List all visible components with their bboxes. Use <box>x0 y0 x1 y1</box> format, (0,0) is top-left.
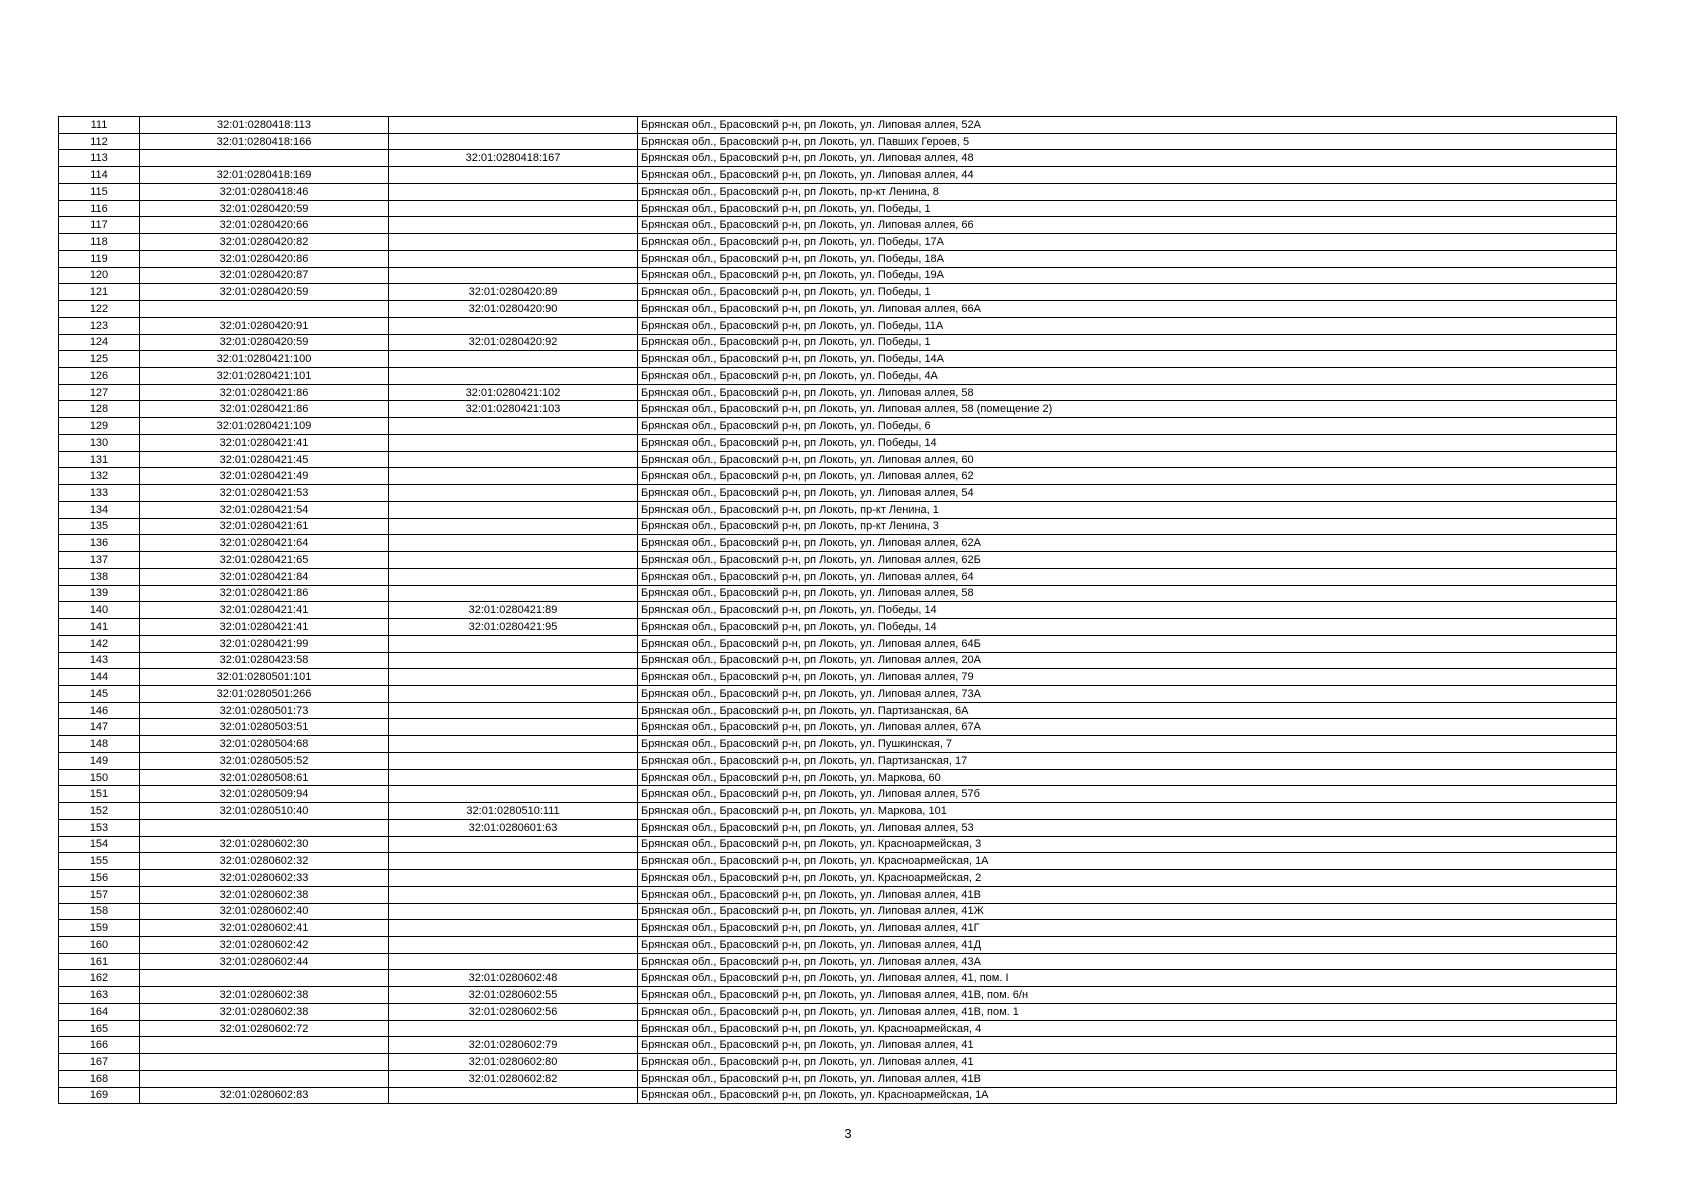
cadastral-number-secondary-cell <box>389 518 638 535</box>
cadastral-number-cell <box>140 150 389 167</box>
cadastral-number-secondary-cell <box>389 886 638 903</box>
cadastral-number-secondary-cell: 32:01:0280418:167 <box>389 150 638 167</box>
table-row <box>59 602 1617 619</box>
cadastral-number-cell: 32:01:0280420:59 <box>140 200 389 217</box>
cadastral-number-cell: 32:01:0280504:68 <box>140 736 389 753</box>
cadastral-number-cell: 32:01:0280602:41 <box>140 920 389 937</box>
row-number-cell: 119 <box>59 250 140 267</box>
row-number-cell: 168 <box>59 1070 140 1087</box>
cadastral-number-cell: 32:01:0280421:41 <box>140 619 389 636</box>
address-cell: Брянская обл., Брасовский р-н, рп Локоть, ул. Победы, 4А <box>638 368 1617 385</box>
row-number-cell: 142 <box>59 635 140 652</box>
row-number-cell: 123 <box>59 317 140 334</box>
address-cell: Брянская обл., Брасовский р-н, рп Локоть, ул. Липовая аллея, 79 <box>638 669 1617 686</box>
row-number-cell: 125 <box>59 351 140 368</box>
table-row <box>59 451 1617 468</box>
row-number-cell: 153 <box>59 819 140 836</box>
table-row <box>59 150 1617 167</box>
cadastral-number-secondary-cell <box>389 920 638 937</box>
row-number-cell: 156 <box>59 870 140 887</box>
table-row <box>59 117 1617 134</box>
cadastral-number-cell <box>140 970 389 987</box>
cadastral-number-secondary-cell <box>389 669 638 686</box>
table-row <box>59 1070 1617 1087</box>
cadastral-number-cell: 32:01:0280421:86 <box>140 401 389 418</box>
row-number-cell: 116 <box>59 200 140 217</box>
cadastral-number-secondary-cell <box>389 870 638 887</box>
cadastral-number-secondary-cell: 32:01:0280421:95 <box>389 619 638 636</box>
address-cell: Брянская обл., Брасовский р-н, рп Локоть, ул. Липовая аллея, 44 <box>638 167 1617 184</box>
table-row <box>59 903 1617 920</box>
table-row <box>59 1087 1617 1104</box>
cadastral-number-cell <box>140 301 389 318</box>
address-cell: Брянская обл., Брасовский р-н, рп Локоть, ул. Липовая аллея, 58 <box>638 384 1617 401</box>
table-row <box>59 434 1617 451</box>
address-cell: Брянская обл., Брасовский р-н, рп Локоть, ул. Липовая аллея, 60 <box>638 451 1617 468</box>
address-cell: Брянская обл., Брасовский р-н, рп Локоть, ул. Победы, 18А <box>638 250 1617 267</box>
cadastral-number-secondary-cell <box>389 368 638 385</box>
table-row <box>59 368 1617 385</box>
table-row <box>59 1054 1617 1071</box>
cadastral-number-secondary-cell: 32:01:0280602:79 <box>389 1037 638 1054</box>
row-number-cell: 164 <box>59 1003 140 1020</box>
cadastral-number-cell: 32:01:0280420:66 <box>140 217 389 234</box>
row-number-cell: 145 <box>59 685 140 702</box>
address-cell: Брянская обл., Брасовский р-н, рп Локоть, ул. Липовая аллея, 62 <box>638 468 1617 485</box>
table-row <box>59 870 1617 887</box>
row-number-cell: 112 <box>59 133 140 150</box>
table-row <box>59 1020 1617 1037</box>
row-number-cell: 144 <box>59 669 140 686</box>
cadastral-number-secondary-cell <box>389 719 638 736</box>
table-row <box>59 635 1617 652</box>
address-cell: Брянская обл., Брасовский р-н, рп Локоть, ул. Победы, 17А <box>638 234 1617 251</box>
address-cell: Брянская обл., Брасовский р-н, рп Локоть, ул. Партизанская, 6А <box>638 702 1617 719</box>
cadastral-number-cell: 32:01:0280418:46 <box>140 183 389 200</box>
row-number-cell: 133 <box>59 485 140 502</box>
address-cell: Брянская обл., Брасовский р-н, рп Локоть, ул. Красноармейская, 1А <box>638 1087 1617 1104</box>
table-row <box>59 334 1617 351</box>
address-cell: Брянская обл., Брасовский р-н, рп Локоть, ул. Липовая аллея, 62А <box>638 535 1617 552</box>
cadastral-number-secondary-cell <box>389 552 638 569</box>
cadastral-number-secondary-cell <box>389 652 638 669</box>
row-number-cell: 129 <box>59 418 140 435</box>
page-number: 3 <box>844 1126 852 1141</box>
table-row <box>59 1037 1617 1054</box>
address-cell: Брянская обл., Брасовский р-н, рп Локоть, ул. Липовая аллея, 54 <box>638 485 1617 502</box>
address-cell: Брянская обл., Брасовский р-н, рп Локоть, ул. Победы, 14А <box>638 351 1617 368</box>
cadastral-number-cell <box>140 1054 389 1071</box>
table-row <box>59 669 1617 686</box>
address-cell: Брянская обл., Брасовский р-н, рп Локоть, ул. Победы, 14 <box>638 619 1617 636</box>
row-number-cell: 155 <box>59 853 140 870</box>
cadastral-number-cell: 32:01:0280501:266 <box>140 685 389 702</box>
cadastral-number-secondary-cell <box>389 1020 638 1037</box>
cadastral-number-cell: 32:01:0280510:40 <box>140 803 389 820</box>
registry-table <box>58 116 1617 1104</box>
cadastral-number-secondary-cell <box>389 317 638 334</box>
row-number-cell: 132 <box>59 468 140 485</box>
cadastral-number-secondary-cell <box>389 702 638 719</box>
row-number-cell: 140 <box>59 602 140 619</box>
cadastral-number-secondary-cell <box>389 685 638 702</box>
row-number-cell: 166 <box>59 1037 140 1054</box>
address-cell: Брянская обл., Брасовский р-н, рп Локоть, ул. Липовая аллея, 41 <box>638 1054 1617 1071</box>
cadastral-number-cell: 32:01:0280602:38 <box>140 987 389 1004</box>
row-number-cell: 121 <box>59 284 140 301</box>
row-number-cell: 149 <box>59 752 140 769</box>
table-row <box>59 518 1617 535</box>
row-number-cell: 134 <box>59 501 140 518</box>
cadastral-number-secondary-cell <box>389 936 638 953</box>
cadastral-number-secondary-cell: 32:01:0280602:56 <box>389 1003 638 1020</box>
cadastral-number-cell: 32:01:0280418:169 <box>140 167 389 184</box>
address-cell: Брянская обл., Брасовский р-н, рп Локоть, ул. Липовая аллея, 41Ж <box>638 903 1617 920</box>
row-number-cell: 115 <box>59 183 140 200</box>
row-number-cell: 139 <box>59 585 140 602</box>
table-row <box>59 853 1617 870</box>
row-number-cell: 131 <box>59 451 140 468</box>
address-cell: Брянская обл., Брасовский р-н, рп Локоть, ул. Липовая аллея, 41Г <box>638 920 1617 937</box>
row-number-cell: 169 <box>59 1087 140 1104</box>
cadastral-number-secondary-cell <box>389 485 638 502</box>
cadastral-number-cell: 32:01:0280501:73 <box>140 702 389 719</box>
address-cell: Брянская обл., Брасовский р-н, рп Локоть, пр-кт Ленина, 8 <box>638 183 1617 200</box>
cadastral-number-cell: 32:01:0280420:87 <box>140 267 389 284</box>
address-cell: Брянская обл., Брасовский р-н, рп Локоть, ул. Красноармейская, 1А <box>638 853 1617 870</box>
cadastral-number-secondary-cell <box>389 953 638 970</box>
row-number-cell: 152 <box>59 803 140 820</box>
cadastral-number-secondary-cell <box>389 535 638 552</box>
row-number-cell: 122 <box>59 301 140 318</box>
row-number-cell: 117 <box>59 217 140 234</box>
table-row <box>59 819 1617 836</box>
address-cell: Брянская обл., Брасовский р-н, рп Локоть, ул. Липовая аллея, 64 <box>638 568 1617 585</box>
table-row <box>59 317 1617 334</box>
address-cell: Брянская обл., Брасовский р-н, рп Локоть, ул. Красноармейская, 4 <box>638 1020 1617 1037</box>
cadastral-number-cell: 32:01:0280602:83 <box>140 1087 389 1104</box>
cadastral-number-secondary-cell: 32:01:0280420:90 <box>389 301 638 318</box>
cadastral-number-cell: 32:01:0280421:86 <box>140 585 389 602</box>
table-row <box>59 401 1617 418</box>
cadastral-number-cell: 32:01:0280505:52 <box>140 752 389 769</box>
address-cell: Брянская обл., Брасовский р-н, рп Локоть, ул. Липовая аллея, 57б <box>638 786 1617 803</box>
cadastral-number-secondary-cell: 32:01:0280420:89 <box>389 284 638 301</box>
address-cell: Брянская обл., Брасовский р-н, рп Локоть, ул. Липовая аллея, 73А <box>638 685 1617 702</box>
cadastral-number-cell: 32:01:0280602:38 <box>140 1003 389 1020</box>
address-cell: Брянская обл., Брасовский р-н, рп Локоть, ул. Победы, 14 <box>638 602 1617 619</box>
cadastral-number-secondary-cell <box>389 836 638 853</box>
cadastral-number-cell: 32:01:0280501:101 <box>140 669 389 686</box>
row-number-cell: 130 <box>59 434 140 451</box>
address-cell: Брянская обл., Брасовский р-н, рп Локоть, ул. Липовая аллея, 53 <box>638 819 1617 836</box>
table-row <box>59 769 1617 786</box>
row-number-cell: 163 <box>59 987 140 1004</box>
row-number-cell: 118 <box>59 234 140 251</box>
cadastral-number-cell: 32:01:0280602:33 <box>140 870 389 887</box>
cadastral-number-secondary-cell <box>389 1087 638 1104</box>
row-number-cell: 128 <box>59 401 140 418</box>
cadastral-number-secondary-cell <box>389 117 638 134</box>
cadastral-number-secondary-cell <box>389 903 638 920</box>
row-number-cell: 162 <box>59 970 140 987</box>
table-row <box>59 468 1617 485</box>
address-cell: Брянская обл., Брасовский р-н, рп Локоть, ул. Липовая аллея, 58 (помещение 2) <box>638 401 1617 418</box>
cadastral-number-cell <box>140 819 389 836</box>
cadastral-number-cell: 32:01:0280503:51 <box>140 719 389 736</box>
address-cell: Брянская обл., Брасовский р-н, рп Локоть, ул. Липовая аллея, 52А <box>638 117 1617 134</box>
table-row <box>59 786 1617 803</box>
address-cell: Брянская обл., Брасовский р-н, рп Локоть, ул. Пушкинская, 7 <box>638 736 1617 753</box>
address-cell: Брянская обл., Брасовский р-н, рп Локоть, ул. Липовая аллея, 41В, пом. 1 <box>638 1003 1617 1020</box>
cadastral-number-cell: 32:01:0280421:64 <box>140 535 389 552</box>
cadastral-number-cell: 32:01:0280420:59 <box>140 284 389 301</box>
table-row <box>59 585 1617 602</box>
cadastral-number-cell: 32:01:0280602:40 <box>140 903 389 920</box>
cadastral-number-secondary-cell: 32:01:0280421:103 <box>389 401 638 418</box>
row-number-cell: 126 <box>59 368 140 385</box>
address-cell: Брянская обл., Брасовский р-н, рп Локоть, ул. Липовая аллея, 41Д <box>638 936 1617 953</box>
table-row <box>59 719 1617 736</box>
cadastral-number-cell: 32:01:0280421:41 <box>140 434 389 451</box>
row-number-cell: 113 <box>59 150 140 167</box>
cadastral-number-secondary-cell <box>389 200 638 217</box>
address-cell: Брянская обл., Брасовский р-н, рп Локоть, ул. Липовая аллея, 58 <box>638 585 1617 602</box>
address-cell: Брянская обл., Брасовский р-н, рп Локоть, ул. Липовая аллея, 43А <box>638 953 1617 970</box>
address-cell: Брянская обл., Брасовский р-н, рп Локоть, пр-кт Ленина, 3 <box>638 518 1617 535</box>
row-number-cell: 160 <box>59 936 140 953</box>
cadastral-number-secondary-cell <box>389 786 638 803</box>
address-cell: Брянская обл., Брасовский р-н, рп Локоть, ул. Липовая аллея, 66 <box>638 217 1617 234</box>
cadastral-number-cell: 32:01:0280421:53 <box>140 485 389 502</box>
address-cell: Брянская обл., Брасовский р-н, рп Локоть, ул. Липовая аллея, 62Б <box>638 552 1617 569</box>
cadastral-number-secondary-cell <box>389 217 638 234</box>
cadastral-number-cell: 32:01:0280418:166 <box>140 133 389 150</box>
cadastral-number-secondary-cell: 32:01:0280510:111 <box>389 803 638 820</box>
cadastral-number-secondary-cell <box>389 752 638 769</box>
cadastral-number-cell: 32:01:0280421:49 <box>140 468 389 485</box>
row-number-cell: 151 <box>59 786 140 803</box>
address-cell: Брянская обл., Брасовский р-н, рп Локоть, ул. Красноармейская, 3 <box>638 836 1617 853</box>
row-number-cell: 114 <box>59 167 140 184</box>
table-row <box>59 384 1617 401</box>
cadastral-number-secondary-cell: 32:01:0280602:48 <box>389 970 638 987</box>
address-cell: Брянская обл., Брасовский р-н, рп Локоть, ул. Победы, 1 <box>638 334 1617 351</box>
address-cell: Брянская обл., Брасовский р-н, рп Локоть, ул. Победы, 19А <box>638 267 1617 284</box>
table-row <box>59 936 1617 953</box>
cadastral-number-secondary-cell <box>389 451 638 468</box>
cadastral-number-cell: 32:01:0280421:100 <box>140 351 389 368</box>
cadastral-number-secondary-cell <box>389 501 638 518</box>
address-cell: Брянская обл., Брасовский р-н, рп Локоть, ул. Липовая аллея, 20А <box>638 652 1617 669</box>
table-row <box>59 685 1617 702</box>
table-row <box>59 886 1617 903</box>
cadastral-number-cell: 32:01:0280421:101 <box>140 368 389 385</box>
row-number-cell: 141 <box>59 619 140 636</box>
address-cell: Брянская обл., Брасовский р-н, рп Локоть, ул. Победы, 1 <box>638 200 1617 217</box>
address-cell: Брянская обл., Брасовский р-н, рп Локоть, пр-кт Ленина, 1 <box>638 501 1617 518</box>
address-cell: Брянская обл., Брасовский р-н, рп Локоть, ул. Липовая аллея, 41В <box>638 886 1617 903</box>
cadastral-number-cell: 32:01:0280421:99 <box>140 635 389 652</box>
address-cell: Брянская обл., Брасовский р-н, рп Локоть, ул. Липовая аллея, 67А <box>638 719 1617 736</box>
table-row <box>59 267 1617 284</box>
cadastral-number-secondary-cell <box>389 234 638 251</box>
cadastral-number-secondary-cell: 32:01:0280602:82 <box>389 1070 638 1087</box>
address-cell: Брянская обл., Брасовский р-н, рп Локоть, ул. Липовая аллея, 41В, пом. 6/н <box>638 987 1617 1004</box>
table-row <box>59 619 1617 636</box>
row-number-cell: 124 <box>59 334 140 351</box>
cadastral-number-secondary-cell: 32:01:0280602:80 <box>389 1054 638 1071</box>
cadastral-number-cell <box>140 1037 389 1054</box>
row-number-cell: 138 <box>59 568 140 585</box>
cadastral-number-cell: 32:01:0280602:32 <box>140 853 389 870</box>
cadastral-number-cell: 32:01:0280508:61 <box>140 769 389 786</box>
cadastral-number-secondary-cell: 32:01:0280602:55 <box>389 987 638 1004</box>
table-row <box>59 183 1617 200</box>
address-cell: Брянская обл., Брасовский р-н, рп Локоть, ул. Липовая аллея, 66А <box>638 301 1617 318</box>
row-number-cell: 150 <box>59 769 140 786</box>
table-row <box>59 836 1617 853</box>
address-cell: Брянская обл., Брасовский р-н, рп Локоть, ул. Липовая аллея, 64Б <box>638 635 1617 652</box>
cadastral-number-secondary-cell: 32:01:0280420:92 <box>389 334 638 351</box>
cadastral-number-secondary-cell <box>389 250 638 267</box>
table-row <box>59 970 1617 987</box>
cadastral-number-cell: 32:01:0280421:109 <box>140 418 389 435</box>
table-row <box>59 568 1617 585</box>
table-row <box>59 501 1617 518</box>
cadastral-number-cell: 32:01:0280602:30 <box>140 836 389 853</box>
table-row <box>59 552 1617 569</box>
row-number-cell: 147 <box>59 719 140 736</box>
cadastral-number-cell: 32:01:0280602:44 <box>140 953 389 970</box>
address-cell: Брянская обл., Брасовский р-н, рп Локоть, ул. Партизанская, 17 <box>638 752 1617 769</box>
address-cell: Брянская обл., Брасовский р-н, рп Локоть, ул. Маркова, 101 <box>638 803 1617 820</box>
cadastral-number-cell: 32:01:0280423:58 <box>140 652 389 669</box>
cadastral-number-secondary-cell <box>389 351 638 368</box>
row-number-cell: 159 <box>59 920 140 937</box>
cadastral-number-cell: 32:01:0280420:91 <box>140 317 389 334</box>
row-number-cell: 146 <box>59 702 140 719</box>
address-cell: Брянская обл., Брасовский р-н, рп Локоть, ул. Липовая аллея, 41, пом. I <box>638 970 1617 987</box>
cadastral-number-secondary-cell <box>389 418 638 435</box>
cadastral-number-cell: 32:01:0280421:54 <box>140 501 389 518</box>
cadastral-number-cell: 32:01:0280421:65 <box>140 552 389 569</box>
row-number-cell: 127 <box>59 384 140 401</box>
address-cell: Брянская обл., Брасовский р-н, рп Локоть, ул. Победы, 11А <box>638 317 1617 334</box>
table-row <box>59 953 1617 970</box>
row-number-cell: 136 <box>59 535 140 552</box>
cadastral-number-cell: 32:01:0280420:82 <box>140 234 389 251</box>
table-row <box>59 485 1617 502</box>
row-number-cell: 157 <box>59 886 140 903</box>
table-row <box>59 133 1617 150</box>
cadastral-number-secondary-cell: 32:01:0280421:89 <box>389 602 638 619</box>
cadastral-number-cell: 32:01:0280420:86 <box>140 250 389 267</box>
cadastral-number-cell: 32:01:0280602:42 <box>140 936 389 953</box>
cadastral-number-cell: 32:01:0280602:72 <box>140 1020 389 1037</box>
table-row <box>59 1003 1617 1020</box>
table-row <box>59 920 1617 937</box>
table-row <box>59 284 1617 301</box>
row-number-cell: 158 <box>59 903 140 920</box>
address-cell: Брянская обл., Брасовский р-н, рп Локоть, ул. Красноармейская, 2 <box>638 870 1617 887</box>
cadastral-number-cell: 32:01:0280421:61 <box>140 518 389 535</box>
table-row <box>59 250 1617 267</box>
cadastral-number-secondary-cell <box>389 183 638 200</box>
table-row <box>59 702 1617 719</box>
table-row <box>59 217 1617 234</box>
cadastral-number-secondary-cell <box>389 468 638 485</box>
table-row <box>59 987 1617 1004</box>
address-cell: Брянская обл., Брасовский р-н, рп Локоть, ул. Липовая аллея, 41В <box>638 1070 1617 1087</box>
row-number-cell: 165 <box>59 1020 140 1037</box>
row-number-cell: 161 <box>59 953 140 970</box>
table-row <box>59 535 1617 552</box>
address-cell: Брянская обл., Брасовский р-н, рп Локоть, ул. Маркова, 60 <box>638 769 1617 786</box>
cadastral-number-secondary-cell <box>389 635 638 652</box>
cadastral-number-cell: 32:01:0280421:86 <box>140 384 389 401</box>
cadastral-number-secondary-cell <box>389 568 638 585</box>
cadastral-number-cell: 32:01:0280509:94 <box>140 786 389 803</box>
address-cell: Брянская обл., Брасовский р-н, рп Локоть, ул. Павших Героев, 5 <box>638 133 1617 150</box>
cadastral-number-secondary-cell <box>389 167 638 184</box>
cadastral-number-cell: 32:01:0280602:38 <box>140 886 389 903</box>
row-number-cell: 143 <box>59 652 140 669</box>
address-cell: Брянская обл., Брасовский р-н, рп Локоть, ул. Победы, 6 <box>638 418 1617 435</box>
table-row <box>59 736 1617 753</box>
cadastral-number-secondary-cell: 32:01:0280421:102 <box>389 384 638 401</box>
address-cell: Брянская обл., Брасовский р-н, рп Локоть, ул. Победы, 14 <box>638 434 1617 451</box>
cadastral-number-cell <box>140 1070 389 1087</box>
row-number-cell: 167 <box>59 1054 140 1071</box>
address-cell: Брянская обл., Брасовский р-н, рп Локоть, ул. Липовая аллея, 48 <box>638 150 1617 167</box>
cadastral-number-secondary-cell <box>389 736 638 753</box>
table-row <box>59 351 1617 368</box>
cadastral-number-secondary-cell <box>389 853 638 870</box>
cadastral-number-cell: 32:01:0280420:59 <box>140 334 389 351</box>
cadastral-number-secondary-cell: 32:01:0280601:63 <box>389 819 638 836</box>
cadastral-number-secondary-cell <box>389 769 638 786</box>
cadastral-number-cell: 32:01:0280421:45 <box>140 451 389 468</box>
table-row <box>59 200 1617 217</box>
address-cell: Брянская обл., Брасовский р-н, рп Локоть, ул. Победы, 1 <box>638 284 1617 301</box>
row-number-cell: 148 <box>59 736 140 753</box>
table-row <box>59 652 1617 669</box>
cadastral-number-cell: 32:01:0280421:84 <box>140 568 389 585</box>
row-number-cell: 120 <box>59 267 140 284</box>
row-number-cell: 154 <box>59 836 140 853</box>
address-cell: Брянская обл., Брасовский р-н, рп Локоть, ул. Липовая аллея, 41 <box>638 1037 1617 1054</box>
row-number-cell: 111 <box>59 117 140 134</box>
table-row <box>59 803 1617 820</box>
table-row <box>59 418 1617 435</box>
row-number-cell: 137 <box>59 552 140 569</box>
registry-table-body <box>59 117 1617 1104</box>
cadastral-number-secondary-cell <box>389 434 638 451</box>
table-row <box>59 167 1617 184</box>
table-row <box>59 752 1617 769</box>
cadastral-number-secondary-cell <box>389 133 638 150</box>
row-number-cell: 135 <box>59 518 140 535</box>
cadastral-number-secondary-cell <box>389 267 638 284</box>
table-row <box>59 234 1617 251</box>
cadastral-number-cell: 32:01:0280418:113 <box>140 117 389 134</box>
table-row <box>59 301 1617 318</box>
cadastral-number-secondary-cell <box>389 585 638 602</box>
cadastral-number-cell: 32:01:0280421:41 <box>140 602 389 619</box>
